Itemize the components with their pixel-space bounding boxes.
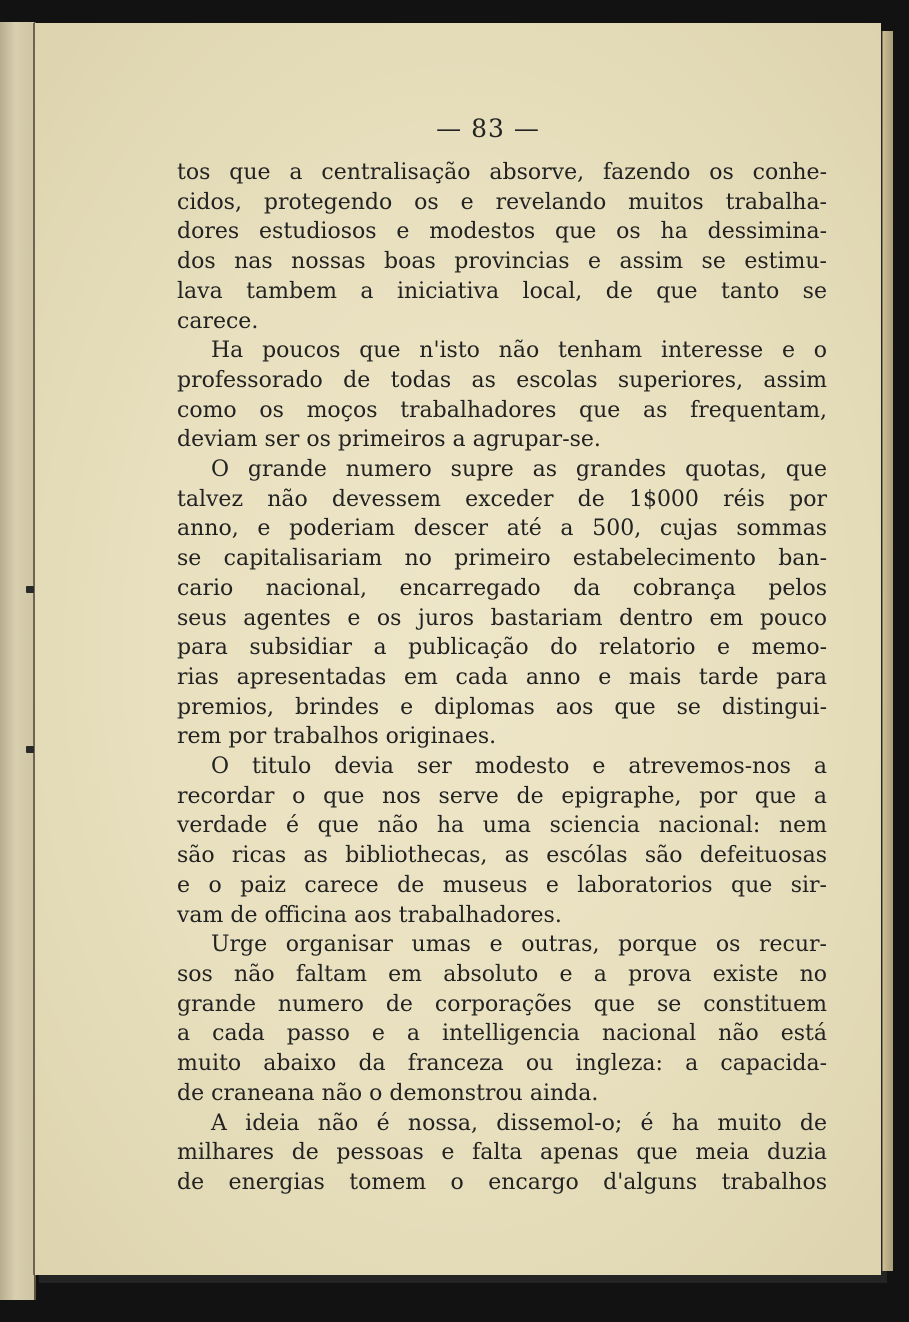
text-line-1: tos que a centralisação absorve, fazendo os conhe- xyxy=(177,160,827,185)
text-line-33: A ideia não é nossa, dissemol-o; é ha muito de xyxy=(211,1110,827,1136)
text-line-7: Ha poucos que n'isto não tenham interesse e o xyxy=(211,338,827,364)
text-line-14: se capitalisariam no primeiro estabelecimento ban- xyxy=(177,546,827,572)
text-line-25: e o paiz carece de museus e laboratorios que sir- xyxy=(177,872,827,898)
scanned-book-page xyxy=(33,23,881,1275)
text-line-23: verdade é que não ha uma sciencia nacional: nem xyxy=(177,813,827,839)
text-line-29: grande numero de corporações que se constituem xyxy=(177,991,827,1017)
text-line-6: carece. xyxy=(177,308,259,334)
text-line-9: como os moços trabalhadores que as frequentam, xyxy=(177,397,827,423)
text-line-30: a cada passo e a intelligencia nacional não está xyxy=(177,1021,827,1047)
text-line-17: para subsidiar a publicação do relatorio e memo- xyxy=(177,635,827,661)
margin-mark-top xyxy=(26,586,34,593)
text-line-10: deviam ser os primeiros a agrupar-se. xyxy=(177,427,601,453)
text-line-34: milhares de pessoas e falta apenas que meia duzia xyxy=(177,1140,827,1166)
book-spine xyxy=(0,22,36,1300)
text-line-16: seus agentes e os juros bastariam dentro em pouco xyxy=(177,605,827,631)
text-line-2: cidos, protegendo os e revelando muitos trabalha- xyxy=(177,189,827,215)
text-line-35: de energias tomem o encargo d'alguns trabalhos xyxy=(177,1169,827,1195)
text-line-15: cario nacional, encarregado da cobrança pelos xyxy=(177,575,827,601)
text-line-32: de craneana não o demonstrou ainda. xyxy=(177,1080,599,1106)
text-line-11: O grande numero supre as grandes quotas, que xyxy=(211,457,827,483)
text-line-4: dos nas nossas boas provincias e assim se estimu- xyxy=(177,249,827,275)
text-line-5: lava tambem a iniciativa local, de que tanto se xyxy=(177,278,827,304)
text-line-22: recordar o que nos serve de epigraphe, por que a xyxy=(177,783,827,809)
text-line-24: são ricas as bibliothecas, as escólas são defeituosas xyxy=(177,843,827,869)
text-line-3: dores estudiosos e modestos que os ha dessimina- xyxy=(177,219,827,245)
text-line-27: Urge organisar umas e outras, porque os recur- xyxy=(211,932,827,958)
text-line-20: rem por trabalhos originaes. xyxy=(177,724,497,750)
text-line-31: muito abaixo da franceza ou ingleza: a capacida- xyxy=(177,1051,827,1077)
text-line-19: premios, brindes e diplomas aos que se distingui- xyxy=(177,694,827,720)
margin-mark-bottom xyxy=(26,746,34,753)
page-number: — 83 — xyxy=(436,114,540,143)
text-line-18: rias apresentadas em cada anno e mais tarde para xyxy=(177,664,827,690)
text-line-21: O titulo devia ser modesto e atrevemos-nos a xyxy=(211,754,827,780)
text-line-13: anno, e poderiam descer até a 500, cujas sommas xyxy=(177,516,827,542)
text-line-26: vam de officina aos trabalhadores. xyxy=(177,902,562,928)
text-line-28: sos não faltam em absoluto e a prova existe no xyxy=(177,961,827,987)
text-line-12: talvez não devessem exceder de 1$000 réis por xyxy=(177,486,827,512)
body-text xyxy=(177,158,827,1198)
text-line-8: professorado de todas as escolas superiores, assim xyxy=(177,367,827,393)
